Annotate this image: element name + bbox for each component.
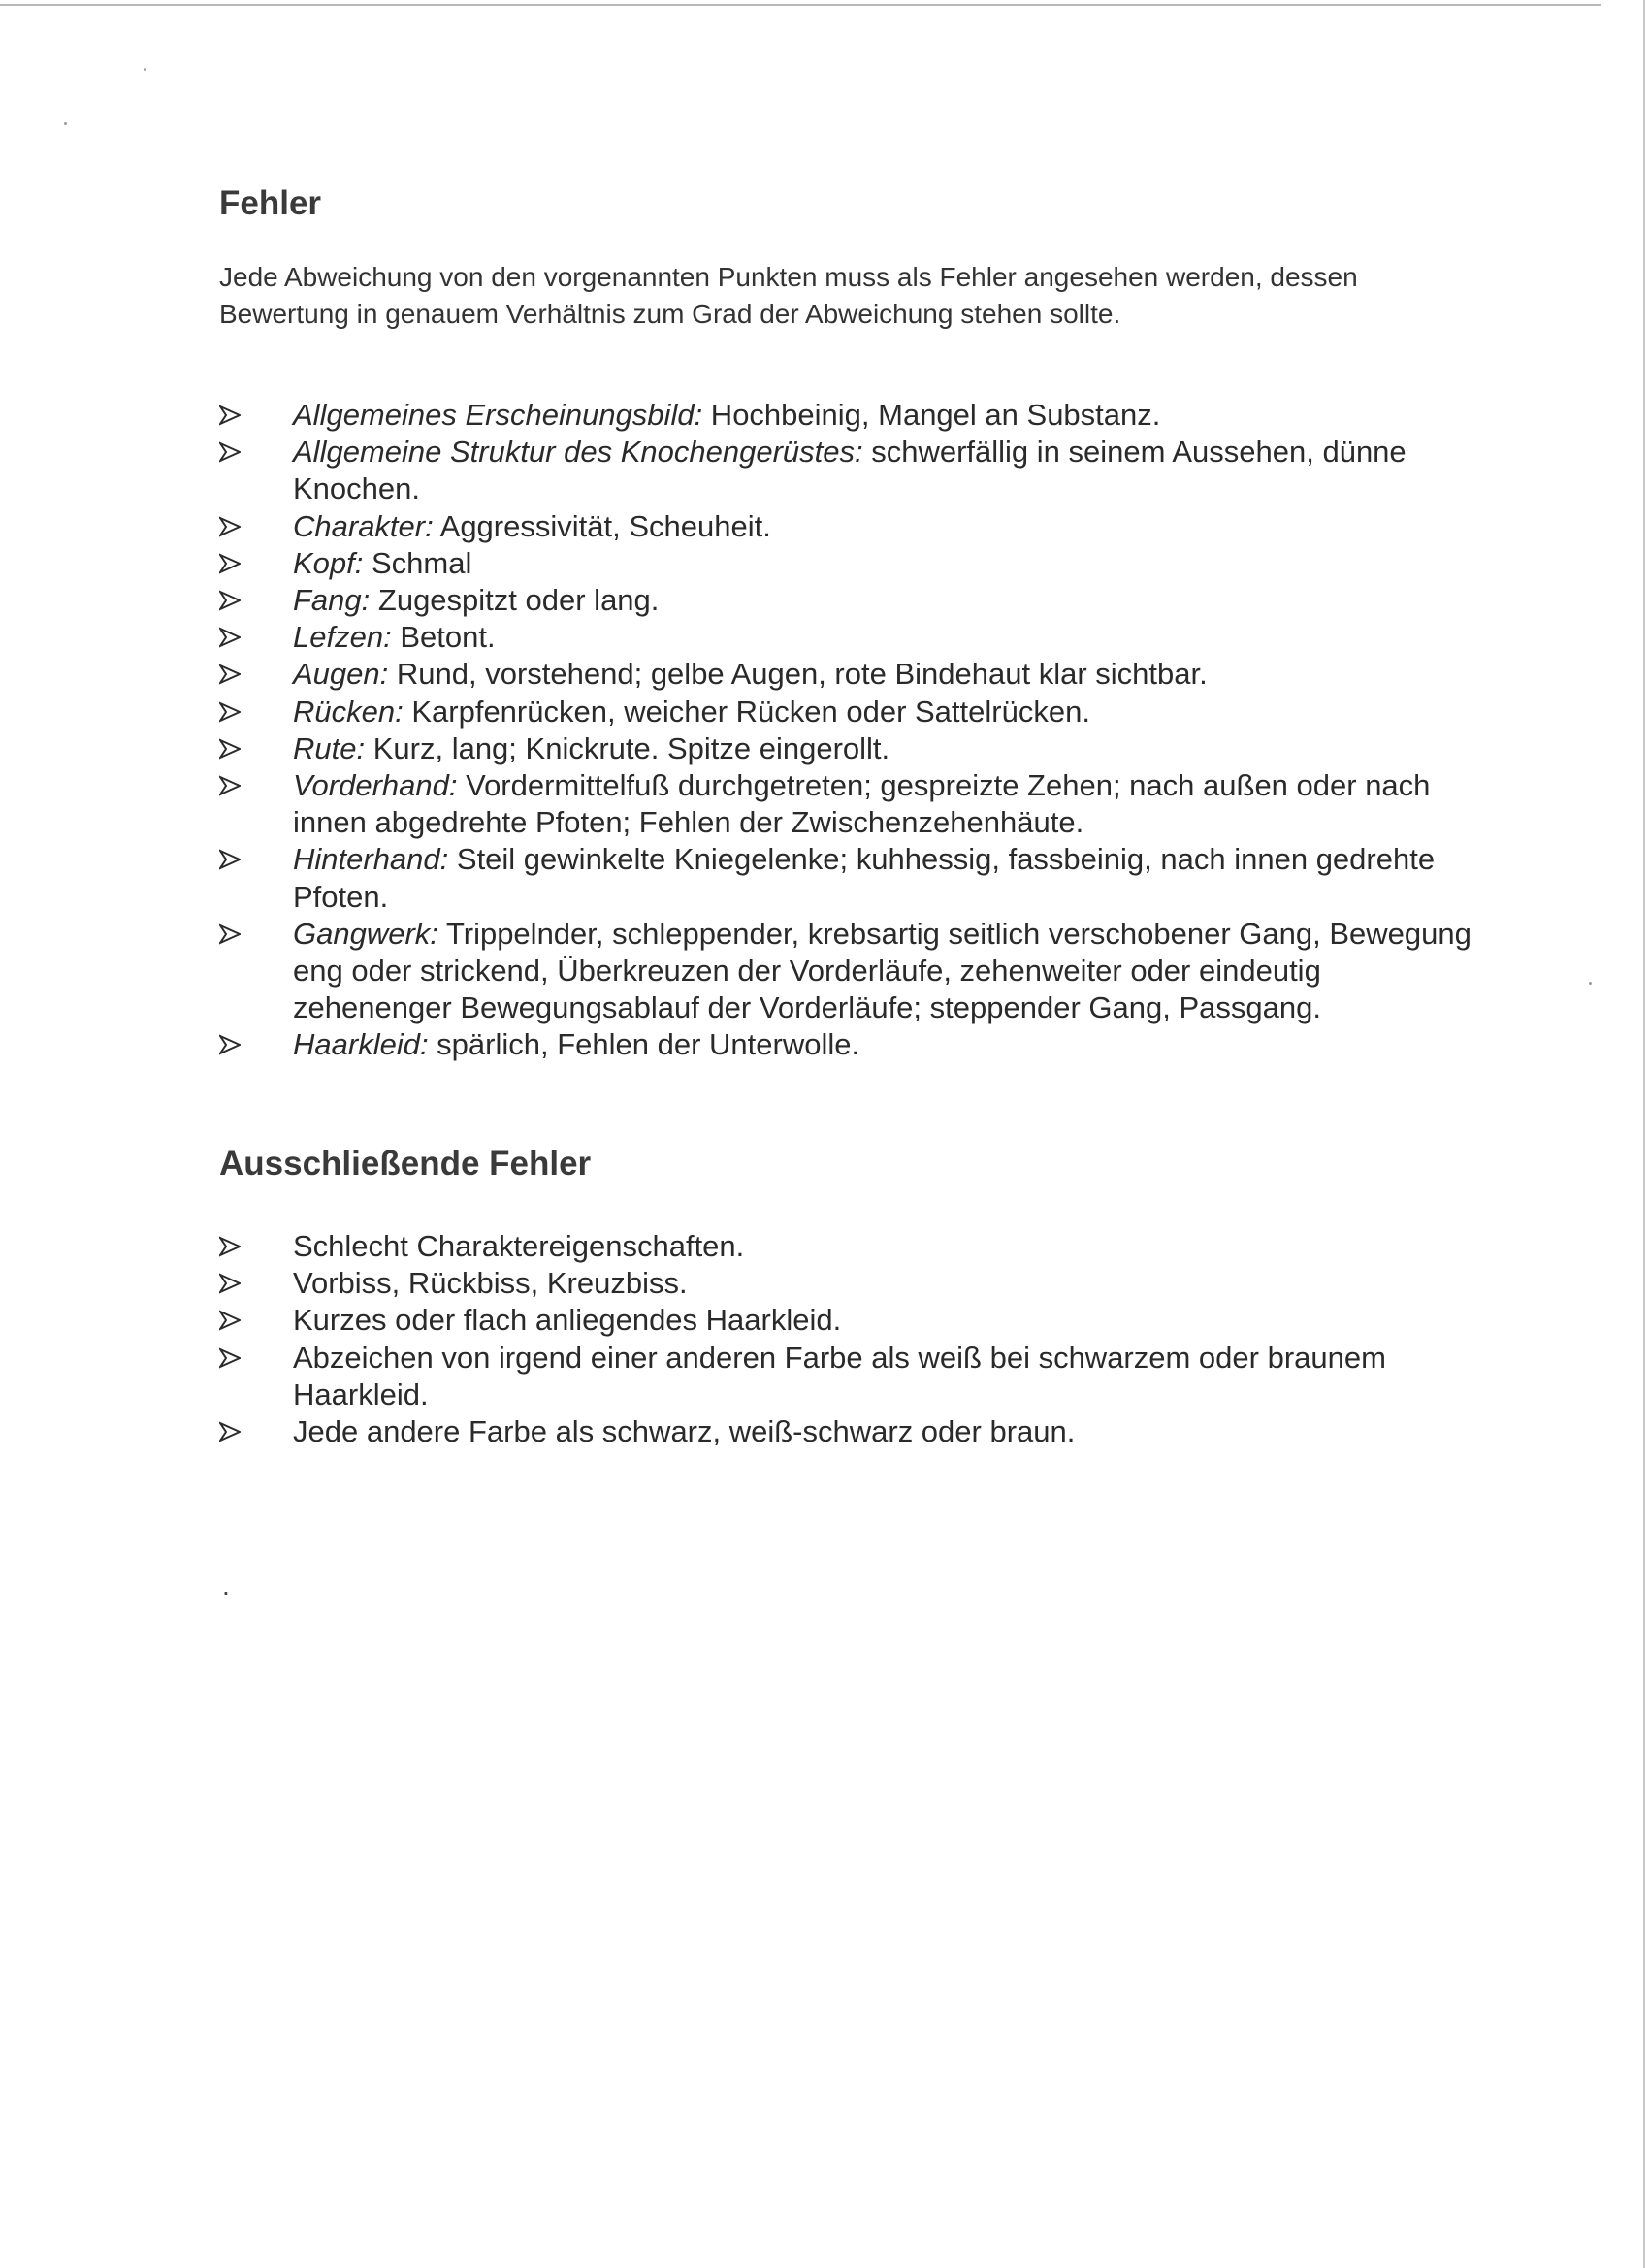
arrow-bullet-icon — [219, 1265, 248, 1302]
list-item — [219, 1302, 1480, 1339]
list-item — [219, 508, 1480, 545]
item-text: Trippelnder, schleppender, krebsartig seitlich verschobener Gang, Bewegung eng oder strickend, Überkreuzen der Vorderläufe, zehenweiter oder eindeutig zehenenger Bewegungsablauf der Vorderläufe; steppender Gang, Passgang. — [293, 916, 1471, 1025]
list-item — [219, 582, 1480, 619]
arrow-bullet-icon — [219, 1228, 248, 1265]
arrow-bullet-icon — [219, 767, 248, 804]
arrow-bullet-icon — [219, 694, 248, 730]
item-text: Abzeichen von irgend einer anderen Farbe als weiß bei schwarzem oder braunem Haarkleid. — [293, 1340, 1386, 1411]
item-text: Vorbiss, Rückbiss, Kreuzbiss. — [293, 1266, 688, 1301]
item-term: Kopf: — [293, 545, 364, 580]
list-item — [219, 767, 1480, 841]
list-item — [219, 1340, 1480, 1413]
stray-dot: . — [222, 1571, 230, 1601]
item-text: schwerfällig in seinem Aussehen, dünne Knochen. — [293, 435, 1406, 506]
scan-edge-right — [1643, 0, 1645, 2268]
list-item — [219, 619, 1480, 656]
item-text: Steil gewinkelte Kniegelenke; kuhhessig, fassbeinig, nach innen gedrehte Pfoten. — [293, 842, 1436, 914]
item-text: Zugespitzt oder lang. — [370, 583, 660, 618]
list-item — [219, 397, 1480, 434]
item-text: Betont. — [391, 620, 496, 655]
scan-edge-top — [0, 4, 1600, 6]
item-text: Jede andere Farbe als schwarz, weiß-schwarz oder braun. — [293, 1414, 1076, 1449]
arrow-bullet-icon — [219, 1302, 248, 1339]
list-item — [219, 730, 1480, 767]
item-text: Kurzes oder flach anliegendes Haarkleid. — [293, 1303, 842, 1338]
arrow-bullet-icon — [219, 1340, 248, 1377]
scan-speck — [144, 68, 146, 71]
item-text: Kurz, lang; Knickrute. Spitze eingerollt. — [365, 730, 890, 765]
fehler-list — [219, 397, 1480, 1064]
list-item — [219, 916, 1480, 1027]
ausschliessende-fehler-list — [219, 1228, 1480, 1450]
arrow-bullet-icon — [219, 397, 248, 434]
arrow-bullet-icon — [219, 916, 248, 953]
item-term: Hinterhand: — [293, 842, 449, 877]
item-term: Fang: — [293, 583, 371, 618]
list-item — [219, 1228, 1480, 1265]
list-item — [219, 1265, 1480, 1302]
arrow-bullet-icon — [219, 1413, 248, 1450]
arrow-bullet-icon — [219, 730, 248, 767]
item-term: Charakter: — [293, 508, 434, 543]
list-item — [219, 694, 1480, 730]
item-term: Rücken: — [293, 694, 404, 729]
item-text: Vordermittelfuß durchgetreten; gespreizte Zehen; nach außen oder nach innen abgedrehte Pfoten; Fehlen der Zwischenzehenhäute. — [293, 768, 1431, 840]
item-term: Allgemeine Struktur des Knochengerüstes: — [293, 435, 863, 470]
arrow-bullet-icon — [219, 545, 248, 582]
item-text: Aggressivität, Scheuheit. — [433, 508, 771, 543]
intro-paragraph: Jede Abweichung von den vorgenannten Punkten muss als Fehler angesehen werden, dessen Bewertung in genauem Verhältnis zum Grad der Abweichung stehen sollte. — [219, 262, 1358, 329]
item-term: Augen: — [293, 657, 389, 692]
item-text: spärlich, Fehlen der Unterwolle. — [428, 1027, 860, 1062]
item-term: Vorderhand: — [293, 768, 458, 803]
item-term: Gangwerk: — [293, 916, 438, 951]
section-heading-ausschliessende-fehler: Ausschließende Fehler — [219, 1145, 592, 1183]
item-term: Rute: — [293, 730, 366, 765]
list-item — [219, 1026, 1480, 1063]
item-term: Allgemeines Erscheinungsbild: — [293, 398, 703, 432]
arrow-bullet-icon — [219, 434, 248, 470]
arrow-bullet-icon — [219, 841, 248, 878]
arrow-bullet-icon — [219, 508, 248, 545]
arrow-bullet-icon — [219, 582, 248, 619]
list-item — [219, 545, 1480, 582]
item-text: Rund, vorstehend; gelbe Augen, rote Bindehaut klar sichtbar. — [388, 657, 1208, 692]
item-text: Schmal — [363, 545, 472, 580]
arrow-bullet-icon — [219, 1026, 248, 1063]
scan-speck — [64, 122, 67, 125]
item-term: Lefzen: — [293, 620, 392, 655]
list-item — [219, 434, 1480, 507]
section-heading-fehler: Fehler — [219, 184, 322, 222]
item-text: Schlecht Charaktereigenschaften. — [293, 1229, 745, 1263]
list-item — [219, 841, 1480, 915]
scan-speck — [1589, 982, 1592, 985]
arrow-bullet-icon — [219, 656, 248, 693]
list-item — [219, 1413, 1480, 1450]
item-text: Hochbeinig, Mangel an Substanz. — [702, 398, 1161, 432]
arrow-bullet-icon — [219, 619, 248, 656]
item-term: Haarkleid: — [293, 1027, 429, 1062]
item-text: Karpfenrücken, weicher Rücken oder Sattelrücken. — [403, 694, 1090, 729]
list-item — [219, 656, 1480, 693]
